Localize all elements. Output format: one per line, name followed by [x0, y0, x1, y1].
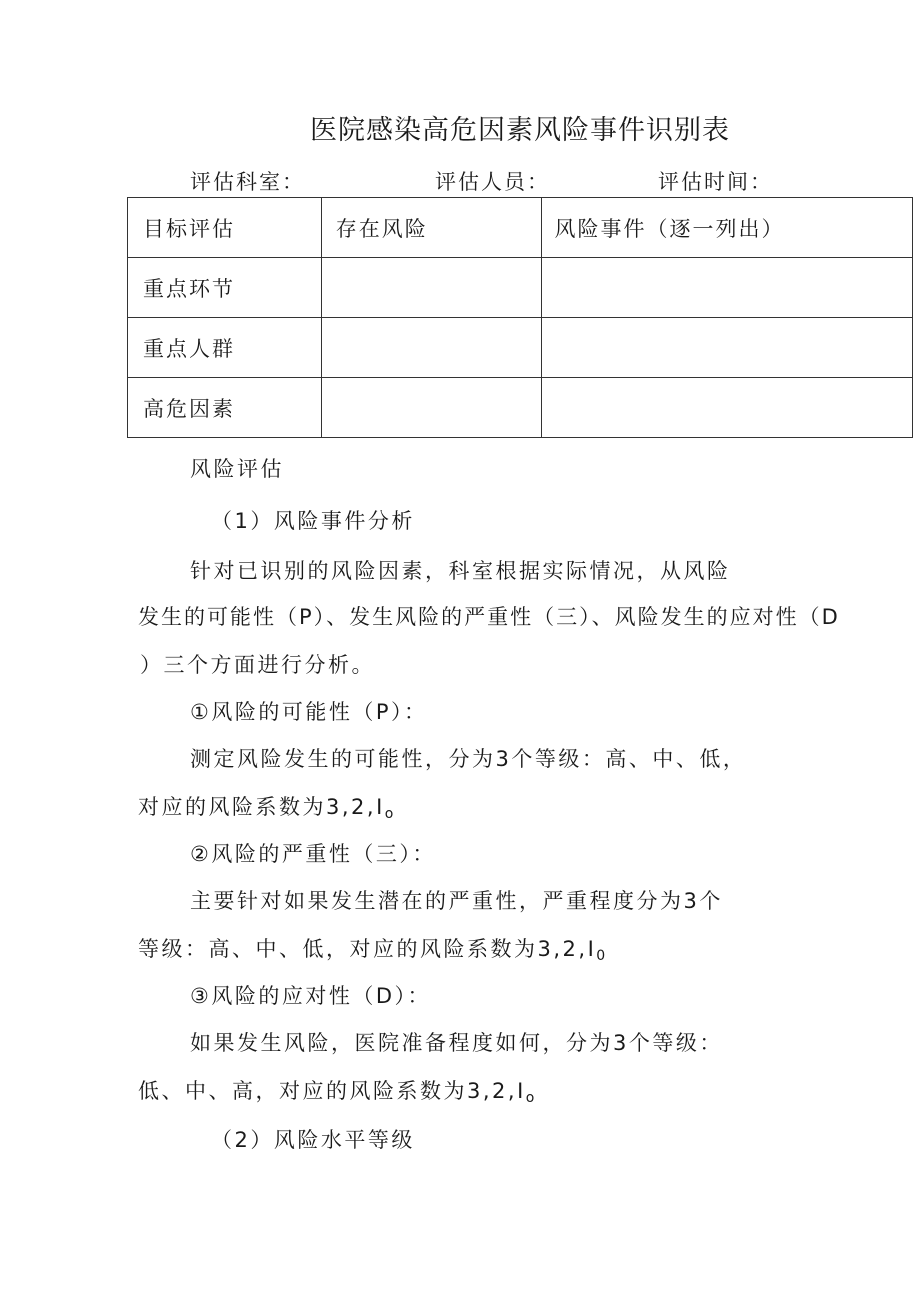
table-header-row — [128, 198, 913, 258]
paragraph-line: 针对已识别的风险因素，科室根据实际情况，从风险 — [190, 559, 731, 583]
subsection-heading-1: （1）风险事件分析 — [211, 509, 415, 533]
row-label-key-links: 重点环节 — [128, 258, 322, 318]
severity-heading: ②风险的严重性（三）： — [190, 842, 436, 866]
coefficient-suffix: 0 — [596, 948, 608, 964]
table-row — [128, 258, 913, 318]
paragraph-line: 如果发生风险，医院准备程度如何，分为3个等级： — [190, 1031, 723, 1055]
subsection-heading-2: （2）风险水平等级 — [211, 1128, 415, 1152]
risk-identification-table — [127, 197, 913, 438]
cell-events — [542, 378, 913, 438]
paragraph-line: 主要针对如果发生潜在的严重性，严重程度分为3个 — [190, 889, 723, 913]
cell-events — [542, 258, 913, 318]
cell-risk — [321, 378, 542, 438]
assessment-time-label: 评估时间： — [658, 170, 773, 194]
header-risk: 存在风险 — [321, 198, 542, 258]
paragraph-line: 测定风险发生的可能性，分为3个等级：高、中、低， — [190, 747, 747, 771]
paragraph-line — [138, 1075, 537, 1106]
possibility-heading: ①风险的可能性（P）： — [190, 700, 428, 724]
paragraph-line — [138, 791, 396, 822]
assessor-label: 评估人员： — [435, 170, 550, 194]
coefficient-text: 等级：高、中、低，对应的风险系数为3,2,I — [138, 937, 597, 961]
header-target: 目标评估 — [128, 198, 322, 258]
cell-events — [542, 318, 913, 378]
row-label-key-groups: 重点人群 — [128, 318, 322, 378]
paragraph-line: ）三个方面进行分析。 — [140, 653, 375, 677]
paragraph-line: 发生的可能性（P）、发生风险的严重性（三）、风险发生的应对性（D — [138, 605, 840, 629]
row-label-high-risk-factors: 高危因素 — [128, 378, 322, 438]
coefficient-suffix: o — [525, 1090, 537, 1106]
cell-risk — [321, 318, 542, 378]
department-label: 评估科室： — [190, 170, 305, 194]
cell-risk — [321, 258, 542, 318]
assessment-meta-row — [0, 166, 920, 196]
coefficient-text: 低、中、高，对应的风险系数为3,2,I — [138, 1079, 526, 1103]
header-events: 风险事件（逐一列出） — [542, 198, 913, 258]
table-row — [128, 318, 913, 378]
paragraph-line — [138, 933, 608, 964]
coefficient-suffix: o — [384, 806, 396, 822]
table-row — [128, 378, 913, 438]
document-title: 医院感染高危因素风险事件识别表 — [310, 115, 730, 146]
section-heading: 风险评估 — [190, 457, 284, 481]
response-heading: ③风险的应对性（D）： — [190, 984, 431, 1008]
coefficient-text: 对应的风险系数为3,2,I — [138, 795, 385, 819]
